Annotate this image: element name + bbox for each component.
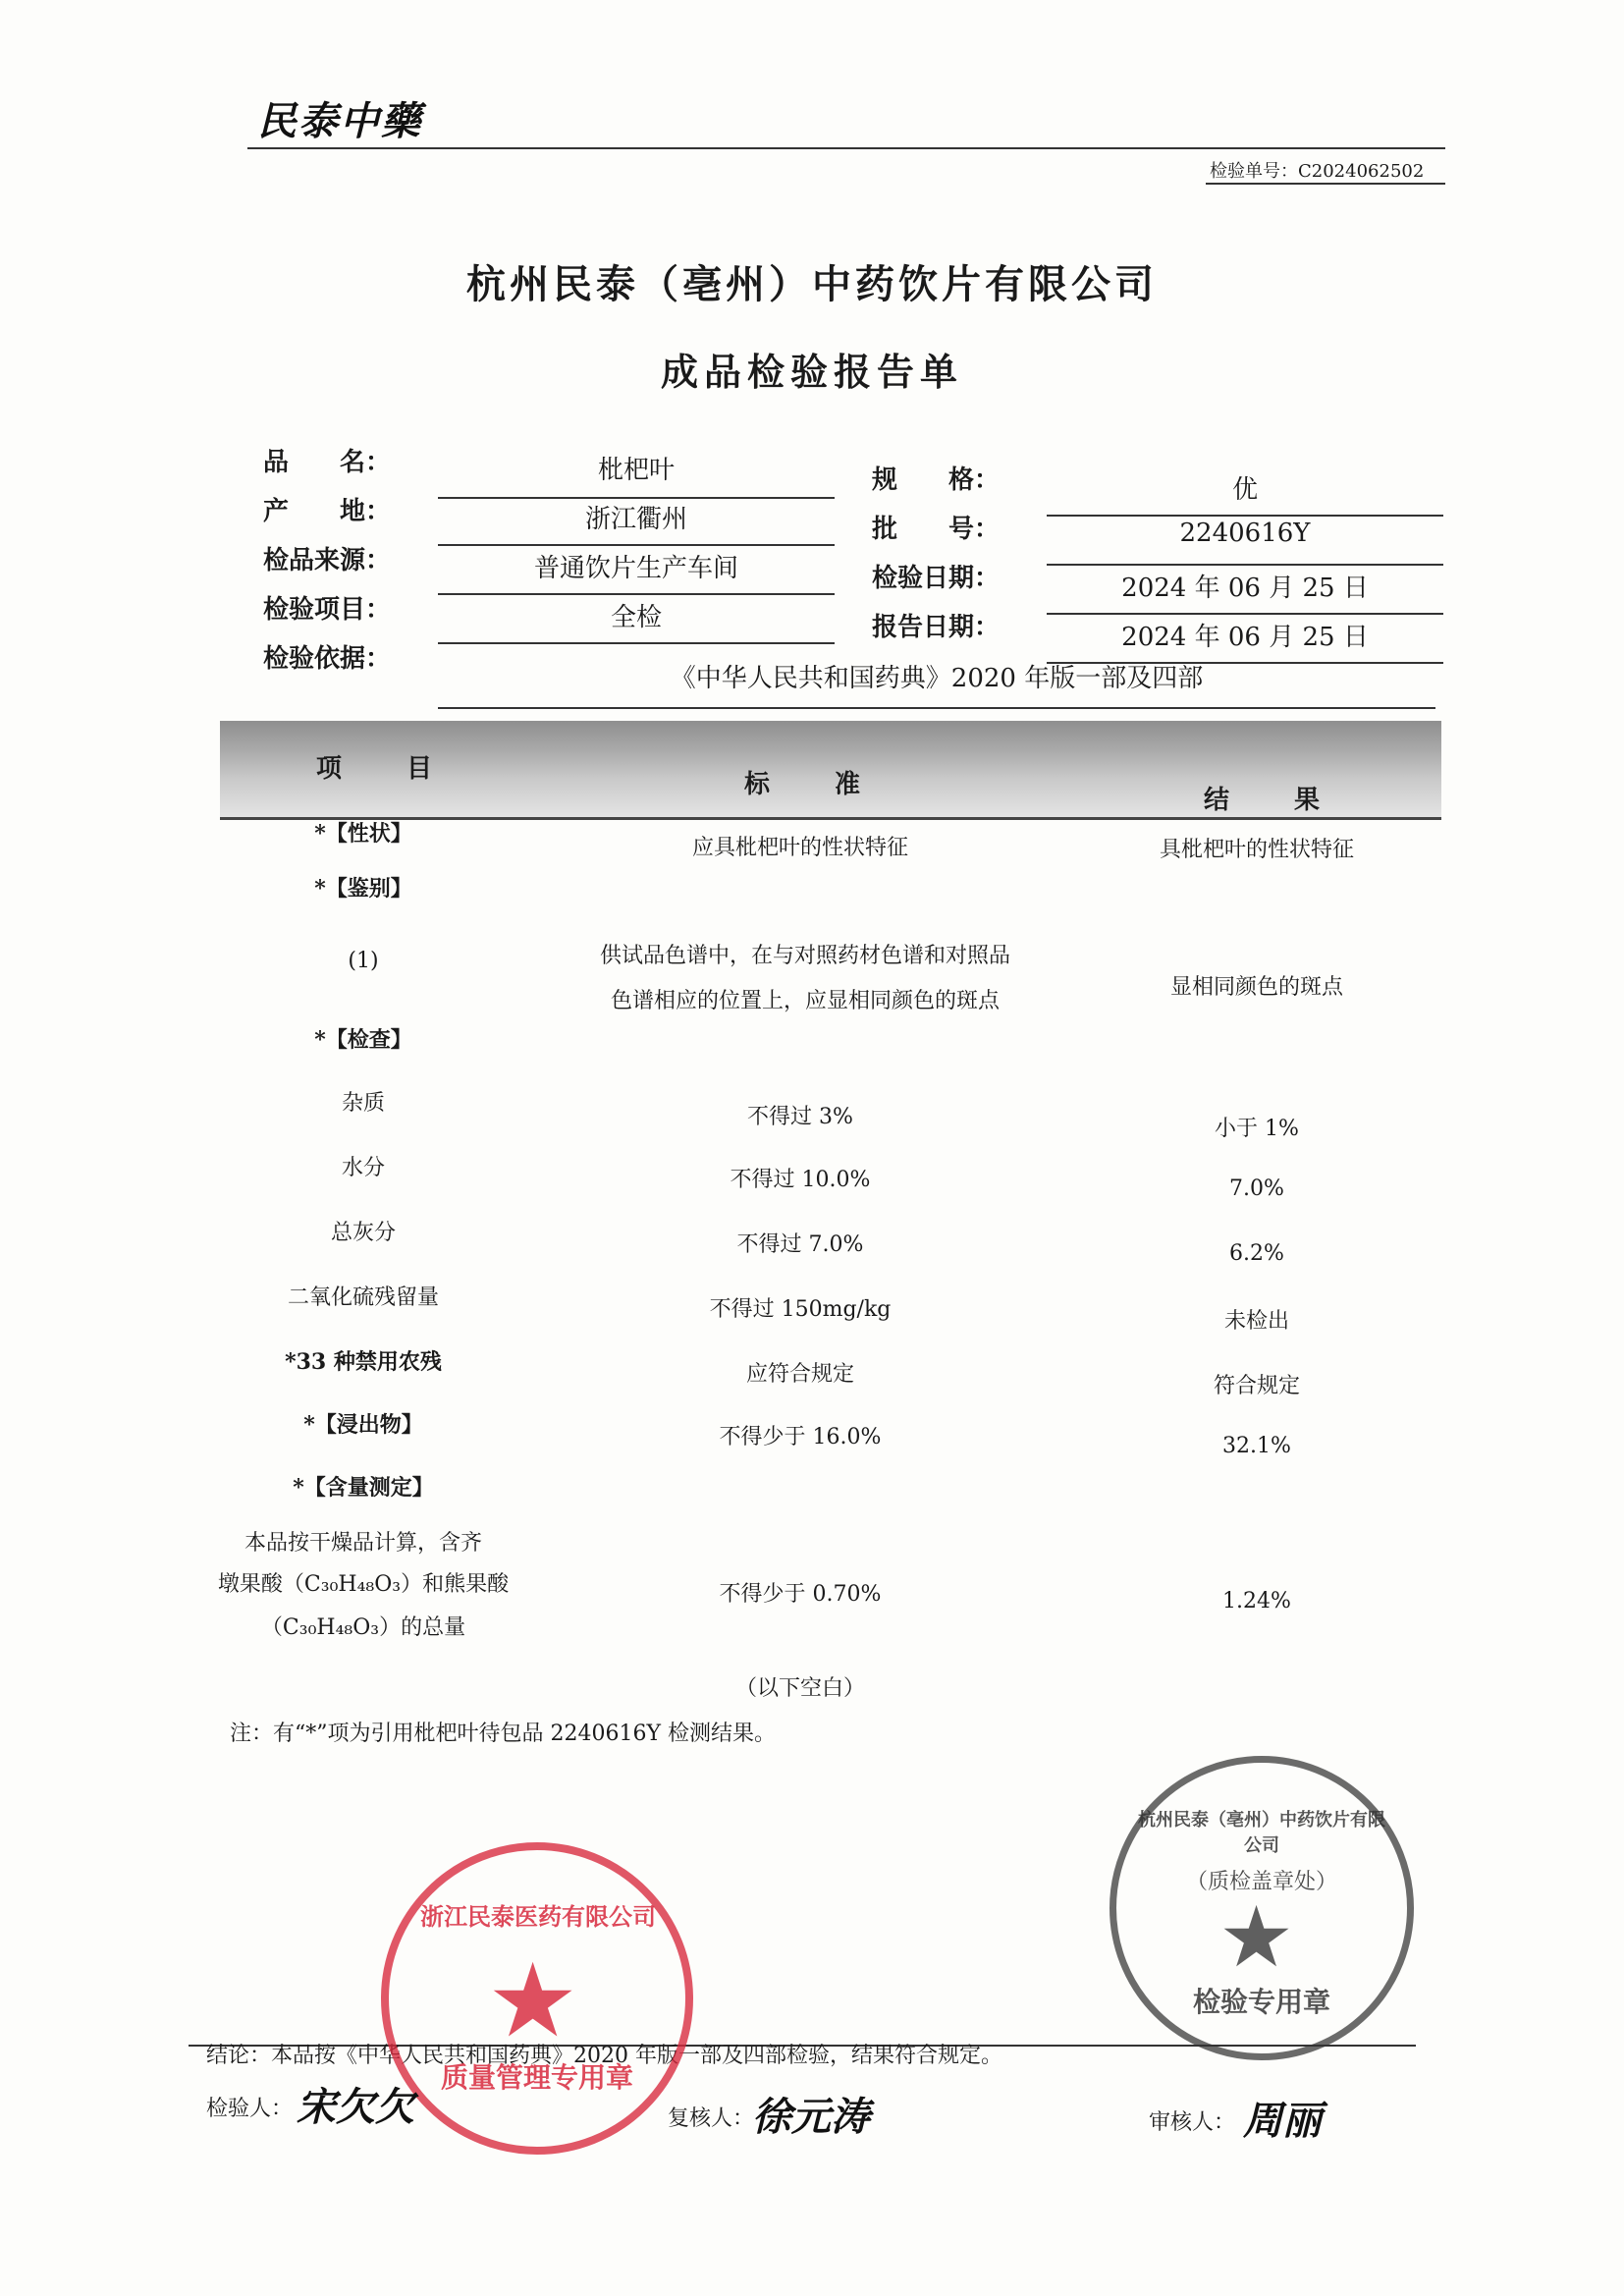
report-date-value: 2024 年 06 月 25 日	[1121, 623, 1369, 652]
inspection-seal-title: 检验专用章	[1192, 1986, 1330, 2018]
row-result-appearance: 具枇杷叶的性状特征	[1159, 838, 1354, 862]
row-item-total-ash: 总灰分	[330, 1221, 396, 1245]
column-header-standard: 标 准	[744, 770, 881, 799]
origin-label: 产 地：	[263, 497, 392, 526]
product-value: 枇杷叶	[597, 456, 675, 485]
source-value: 普通饮片生产车间	[533, 554, 738, 583]
inspection-seal-star-icon: ★	[1218, 1888, 1295, 1987]
quality-seal-star-icon: ★	[487, 1941, 579, 2060]
batch-underline	[1047, 564, 1443, 566]
product-label: 品 名：	[263, 448, 392, 477]
company-name: 杭州民泰（亳州）中药饮片有限公司	[466, 261, 1158, 307]
column-header-item: 项 目	[316, 754, 453, 784]
reviewer-label: 复核人：	[668, 2106, 755, 2131]
test-item-value: 全检	[610, 603, 662, 632]
row-result-pesticides: 符合规定	[1213, 1374, 1300, 1398]
inspection-seal-sub: （质检盖章处）	[1185, 1870, 1337, 1894]
report-date-label: 报告日期：	[872, 613, 1001, 642]
row-standard-assay: 不得少于 0.70%	[719, 1582, 882, 1607]
header-rule	[247, 147, 1445, 149]
source-label: 检品来源：	[263, 546, 392, 575]
inspector-label: 检验人：	[206, 2097, 294, 2121]
row-item-assay-detail-line3: （C₃₀H₄₈O₃）的总量	[260, 1615, 466, 1640]
row-item-assay-detail-line1: 本品按干燥品计算，含齐	[244, 1531, 482, 1556]
approver-signature: 周丽	[1243, 2098, 1322, 2144]
row-standard-pesticides: 应符合规定	[745, 1362, 854, 1387]
row-result-identification-1: 显相同颜色的斑点	[1169, 975, 1343, 1000]
inspection-number-label: 检验单号：	[1210, 161, 1298, 182]
basis-value: 《中华人民共和国药典》2020 年版一部及四部	[670, 664, 1204, 693]
row-result-extract: 32.1%	[1222, 1434, 1291, 1458]
row-standard-sulfur-dioxide: 不得过 150mg/kg	[709, 1297, 892, 1322]
quality-seal-company: 浙江民泰医药有限公司	[420, 1902, 656, 1931]
report-date-underline	[1047, 662, 1443, 664]
row-standard-moisture: 不得过 10.0%	[730, 1168, 871, 1192]
row-standard-appearance: 应具枇杷叶的性状特征	[691, 836, 908, 860]
spec-label: 规 格：	[872, 465, 1001, 495]
row-item-moisture: 水分	[341, 1156, 385, 1180]
row-result-impurity: 小于 1%	[1215, 1117, 1299, 1141]
row-item-identification: *【鉴别】	[314, 876, 412, 902]
test-date-underline	[1047, 613, 1443, 615]
batch-label: 批 号：	[872, 515, 1001, 544]
row-item-appearance: *【性状】	[314, 821, 412, 847]
row-standard-identification-line2: 色谱相应的位置上，应显相同颜色的斑点	[610, 989, 1000, 1013]
company-logo: 民泰中藥	[257, 98, 422, 144]
inspection-number-value: C2024062502	[1298, 161, 1425, 182]
document-title: 成品检验报告单	[660, 350, 963, 394]
row-item-pesticides: *33 种禁用农残	[285, 1349, 442, 1375]
row-item-inspection: *【检查】	[314, 1027, 412, 1053]
origin-underline	[438, 544, 835, 546]
basis-underline	[438, 707, 1435, 709]
spec-underline	[1047, 515, 1443, 517]
row-item-assay: *【含量测定】	[293, 1475, 434, 1501]
row-item-assay-detail-line2: 墩果酸（C₃₀H₄₈O₃）和熊果酸	[217, 1572, 510, 1597]
inspection-number-rule	[1206, 183, 1445, 185]
approver-label: 审核人：	[1149, 2110, 1236, 2135]
spec-value: 优	[1231, 475, 1258, 505]
inspection-seal	[1110, 1756, 1414, 2060]
row-item-identification-1: (1)	[348, 949, 379, 973]
conclusion: 结论：本品按《中华人民共和国药典》2020 年版一部及四部检验，结果符合规定。	[206, 2044, 1002, 2068]
test-date-label: 检验日期：	[872, 564, 1001, 593]
test-item-underline	[438, 642, 835, 644]
column-header-result: 结 果	[1204, 786, 1340, 815]
row-item-impurity: 杂质	[341, 1091, 385, 1116]
inspector-signature: 宋欠欠	[297, 2084, 414, 2130]
inspection-seal-company: 杭州民泰（亳州）中药饮片有限公司	[1138, 1810, 1385, 1856]
inspection-number	[1210, 157, 1424, 183]
row-result-sulfur-dioxide: 未检出	[1223, 1309, 1289, 1334]
row-standard-extract: 不得少于 16.0%	[719, 1425, 882, 1449]
basis-label: 检验依据：	[263, 644, 392, 674]
row-standard-identification-line1: 供试品色谱中，在与对照药材色谱和对照品	[599, 944, 1010, 968]
row-standard-total-ash: 不得过 7.0%	[736, 1232, 864, 1257]
batch-value: 2240616Y	[1179, 519, 1311, 548]
test-item-label: 检验项目：	[263, 595, 392, 625]
row-result-total-ash: 6.2%	[1229, 1241, 1284, 1266]
row-standard-impurity: 不得过 3%	[747, 1105, 853, 1129]
row-item-extract: *【浸出物】	[303, 1412, 423, 1438]
blank-note: （以下空白）	[734, 1676, 865, 1701]
quality-seal-title: 质量管理专用章	[440, 2061, 633, 2094]
row-result-moisture: 7.0%	[1229, 1176, 1284, 1201]
origin-value: 浙江衢州	[584, 505, 687, 534]
row-item-sulfur-dioxide: 二氧化硫残留量	[287, 1285, 439, 1310]
footnote: 注：有“*”项为引用枇杷叶待包品 2240616Y 检测结果。	[230, 1722, 776, 1746]
row-result-assay: 1.24%	[1222, 1589, 1291, 1613]
reviewer-signature: 徐元涛	[752, 2094, 870, 2140]
quality-seal	[381, 1842, 693, 2155]
source-underline	[438, 593, 835, 595]
test-date-value: 2024 年 06 月 25 日	[1121, 574, 1369, 603]
